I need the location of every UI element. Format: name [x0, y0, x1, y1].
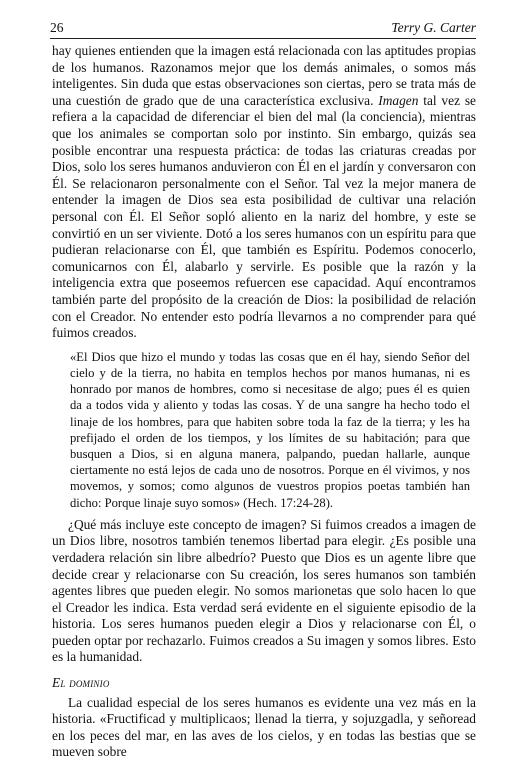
paragraph-image-relationship — [52, 43, 476, 342]
paragraph-text: hay quienes entienden que la imagen está relacionada con las aptitudes propias de los humanos. Razonamos mejor que los demás animales, o somos más inteligentes. Sin duda que estas observaciones son ciertas, pero se trata más de una cuestión de grado que de una característica exclusiva. — [52, 43, 476, 108]
block-quote: «El Dios que hizo el mundo y todas las cosas que en él hay, siendo Señor del cielo y de la tierra, no habita en templos hechos por manos humanas, ni es honrado por manos de hombres, como si necesitase de algo; pues él es quien da a todos vida y aliento y todas las cosas. Y de una sangre ha hecho todo el linaje de los hombres, para que habiten sobre toda la faz de la tierra; y les ha prefijado el orden de los tiempos, y los límites de su habitación; para que busquen a Dios, si en alguna manera, palpando, puedan hallarle, aunque ciertamente no está lejos de cada uno de nosotros. Porque en él vivimos, y nos movemos, y somos; como algunos de vuestros propios poetas también han dicho: Porque linaje suyo somos» (Hech. 17:24-28). — [70, 349, 470, 510]
paragraph-text: tal vez se refiera a la capacidad de diferenciar el bien del mal (la conciencia), mientras que los animales se comportan solo por instinto. Sin embargo, quizás sea posible encontrar una respuesta práctica: de todas las criaturas creadas por Dios, solo los seres humanos anduvieron con Él en el jardín y conversaron con Él. Se relacionaron personalmente con el Señor. Tal vez la mejor manera de entender la imagen de Dios sea esta posibilidad de cultivar una relación personal con Él. El Señor sopló aliento en la nariz del hombre, y este se convirtió en un ser viviente. Dotó a los seres humanos con un espíritu para que pudieran relacionarse con Él, que también es Espíritu. Podemos conocerlo, comunicarnos con Él, alabarlo y servirle. Es posible que la razón y la inteligencia extra que poseemos refuercen ese capacidad. Aquí encontramos también parte del propósito de la creación de Dios: la posibilidad de relación con el Creador. No entender esto podría llevarnos a no comprender para qué fuimos creados. — [52, 92, 476, 341]
emphasized-term: Imagen — [378, 92, 419, 108]
page-body — [52, 43, 476, 761]
running-head: Terry G. Carter — [391, 20, 476, 35]
paragraph-free-will: ¿Qué más incluye este concepto de imagen? Si fuimos creados a imagen de un Dios libre, nosotros también tenemos libertad para elegir. ¿Es posible una verdadera relación sin libre albedrío? Puesto que Dios es un agente libre que decide crear y relacionarse con Su creación, los seres humanos son también agentes libres que pueden elegir. No somos marionetas que solo hacen lo que el Creador les indica. Esta verdad será evidente en el siguiente episodio de la historia. Los seres humanos pueden elegir a Dios y relacionarse con Él, o pueden optar por rechazarlo. Fuimos creados a Su imagen y somos libres. Esto es la humanidad. — [52, 516, 476, 665]
header-rule — [50, 38, 476, 39]
paragraph-dominion: La cualidad especial de los seres humanos es evidente una vez más en la historia. «Fructificad y multiplicaos; llenad la tierra, y sojuzgadla, y señoread en los peces del mar, en las aves de los cielos, y en todas las bestias que se mueven sobre — [52, 694, 476, 760]
page-header — [50, 20, 476, 38]
page-number: 26 — [50, 20, 64, 35]
section-heading: El dominio — [52, 675, 110, 691]
